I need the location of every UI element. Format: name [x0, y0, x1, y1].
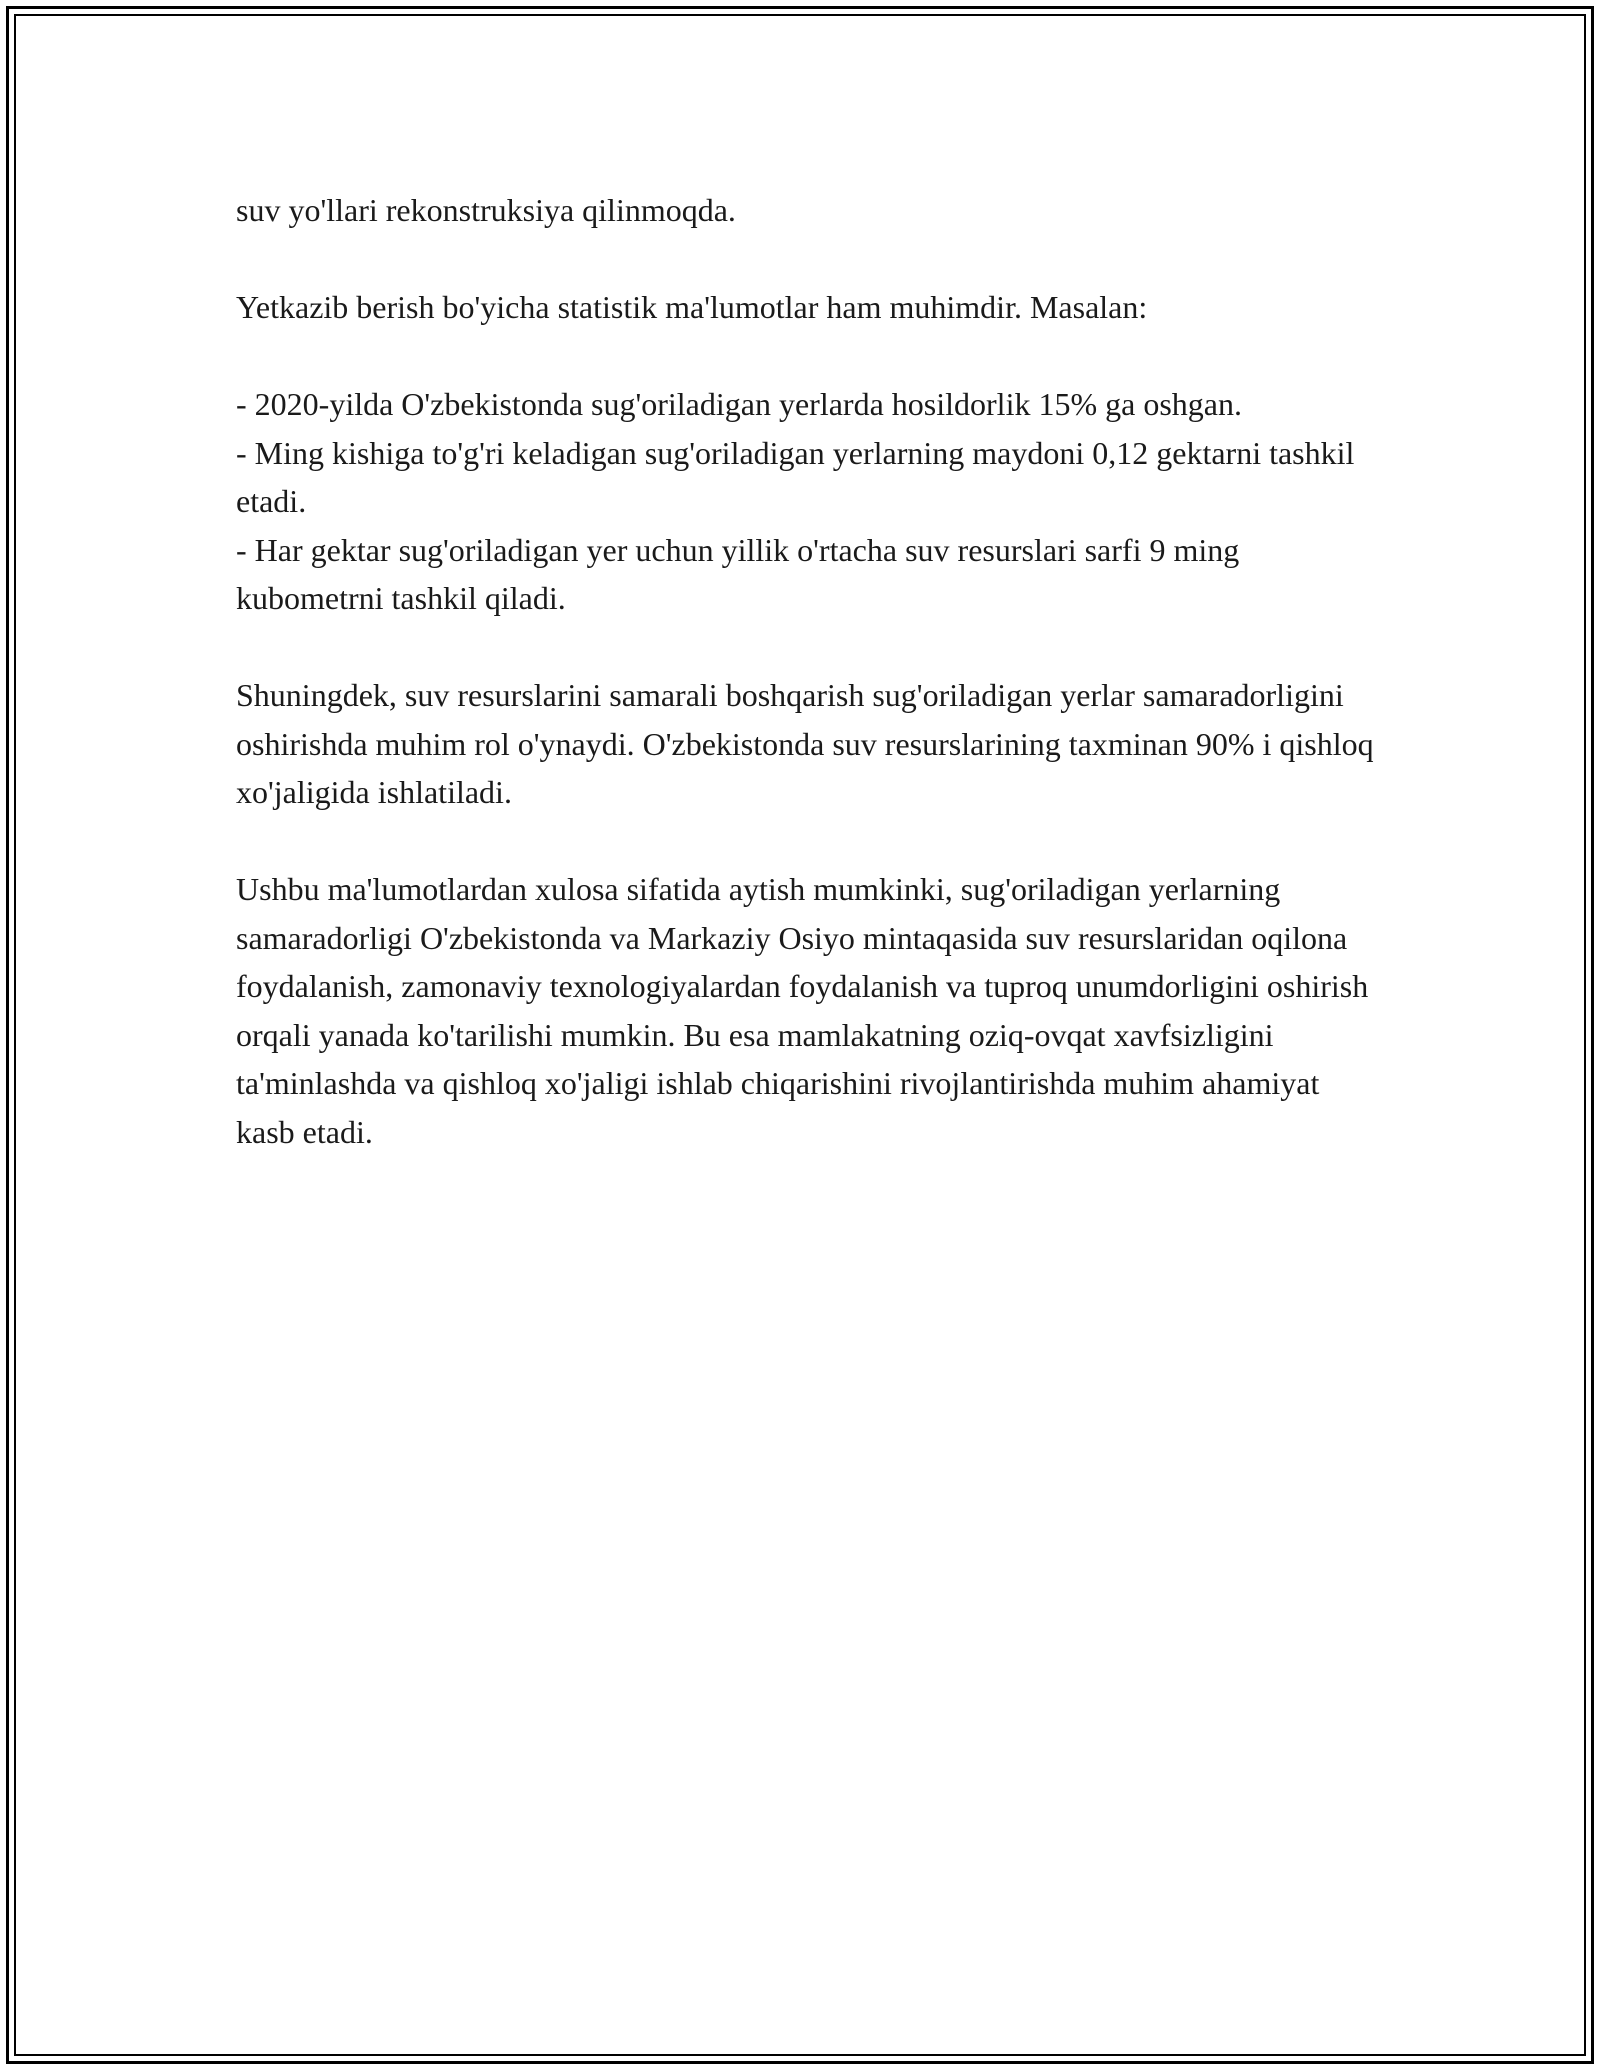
list-item: - Ming kishiga to'g'ri keladigan sug'oriladigan yerlarning maydoni 0,12 gektarni tashkil etadi. — [236, 434, 1355, 519]
paragraph-water-management: Shuningdek, suv resurslarini samarali boshqarish sug'oriladigan yerlar samaradorligini oshirishda muhim rol o'ynaydi. O'zbekistonda suv resurslarining taxminan 90% i qishloq xo'jaligida ishlatiladi. — [236, 677, 1374, 810]
paragraph-conclusion: Ushbu ma'lumotlardan xulosa sifatida aytish mumkinki, sug'oriladigan yerlarning samaradorligi O'zbekistonda va Markaziy Osiyo mintaqasida suv resurslaridan oqilona foydalanish, zamonaviy texnologiyalardan foydalanish va tuproq unumdorligini oshirish orqali yanada ko'tarilishi mumkin. Bu esa mamlakatning oziq-ovqat xavfsizligini ta'minlashda va qishloq xo'jaligi ishlab chiqarishini rivojlantirishda muhim ahamiyat kasb etadi. — [236, 871, 1369, 1150]
paragraph-continuation: suv yo'llari rekonstruksiya qilinmoqda. — [236, 192, 736, 228]
list-item: - 2020-yilda O'zbekistonda sug'oriladigan yerlarda hosildorlik 15% ga oshgan. — [236, 386, 1242, 422]
document-body — [236, 186, 1376, 1156]
paragraph-statistics-intro: Yetkazib berish bo'yicha statistik ma'lumotlar ham muhimdir. Masalan: — [236, 289, 1148, 325]
statistics-list — [236, 380, 1376, 623]
list-item: - Har gektar sug'oriladigan yer uchun yillik o'rtacha suv resurslari sarfi 9 ming kubometrni tashkil qiladi. — [236, 531, 1240, 616]
